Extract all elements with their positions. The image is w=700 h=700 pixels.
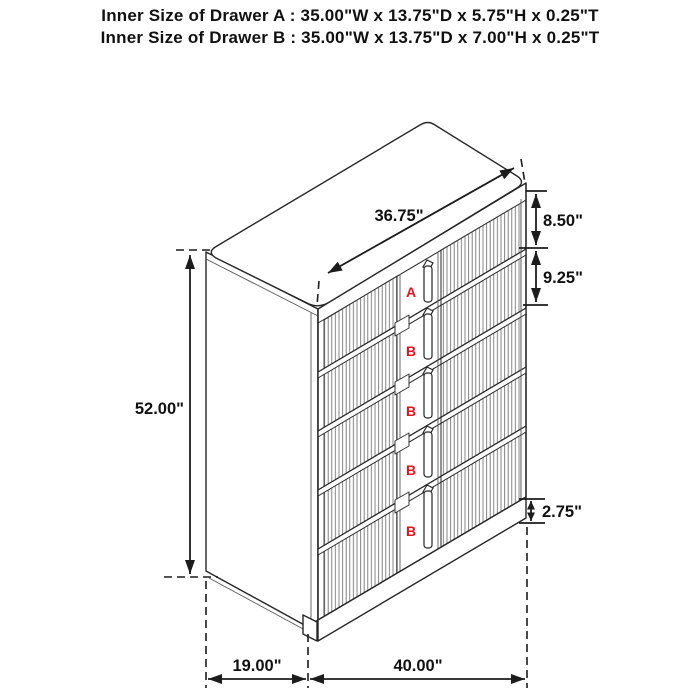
fluted-panel-left xyxy=(324,276,397,617)
total-height-value: 52.00" xyxy=(134,400,184,418)
dim-base-height xyxy=(519,499,582,523)
base-height-value: 2.75" xyxy=(542,503,582,521)
drawer-b2-handle xyxy=(423,367,433,418)
base-width-value: 40.00" xyxy=(393,657,443,675)
dim-drawer-a-height xyxy=(519,191,583,248)
drawer-a-height-value: 8.50" xyxy=(543,212,583,230)
drawer-a-handle xyxy=(423,260,433,302)
side-panel xyxy=(206,252,318,627)
drawer-b3-handle xyxy=(423,426,433,477)
drawer-b4-handle xyxy=(423,485,433,548)
base-depth-value: 19.00" xyxy=(232,657,282,675)
drawer-b1-handle xyxy=(423,308,433,359)
dim-drawer-b-height xyxy=(523,251,583,305)
drawer-b-height-value: 9.25" xyxy=(543,269,583,287)
drawer-label-b1: B xyxy=(405,343,417,359)
dim-depth xyxy=(208,657,306,679)
top-width-value: 36.75" xyxy=(374,207,424,225)
drawer-a-inner-size: Inner Size of Drawer A : 35.00"W x 13.75"D x 5.75"H x 0.25"T xyxy=(101,6,599,25)
drawer-label-b2: B xyxy=(405,403,417,419)
chest-drawing xyxy=(206,123,526,642)
drawer-label-a: A xyxy=(405,284,417,300)
fluted-panel-right xyxy=(441,203,521,547)
drawer-label-b4: B xyxy=(405,523,417,539)
drawer-label-b3: B xyxy=(405,462,417,478)
drawer-b-inner-size: Inner Size of Drawer B : 35.00"W x 13.75"D x 7.00"H x 0.25"T xyxy=(100,28,600,47)
dim-width xyxy=(310,657,525,679)
